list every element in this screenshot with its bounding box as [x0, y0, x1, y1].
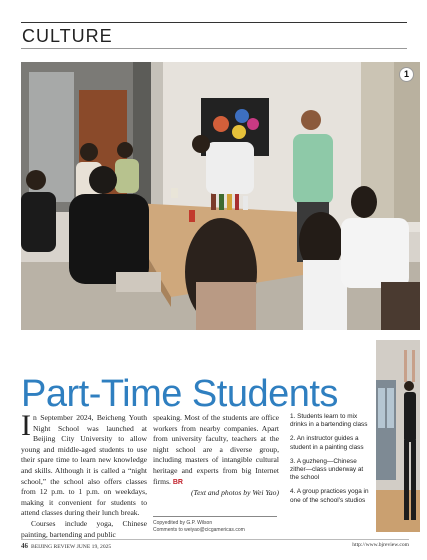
article-headline: Part-Time Students [21, 373, 338, 416]
br-end-mark: BR [172, 478, 183, 486]
photo-number-badge: 1 [399, 67, 414, 82]
section-divider [21, 48, 407, 49]
article-text-1: n September 2024, Beicheng Youth Night School was launched at Beijing City University to allow young and middle-aged students to use their spare time to learn new knowledge and skills. Although it is called a “night school,” the school also offers classes from 12 p.m. to 1 p.m. on weekdays, making it convenient for students to attend classes during their lunch break. [21, 413, 147, 518]
article-text-2: speaking. Most of the students are office workers from nearby companies. Apart from university faculty, teachers at the night school are a diverse group, including masters of intangible cultural heritage and experts from big Internet firms. [153, 413, 279, 486]
photo-captions [290, 413, 372, 511]
photo-illustration [21, 62, 420, 330]
website-url: http://www.bjreview.com [352, 542, 409, 548]
copyedit-line: Copyedited by G.P. Wilson [153, 520, 213, 526]
section-title: CULTURE [22, 26, 113, 46]
article-paragraph-1 [21, 409, 147, 519]
section-header [21, 22, 407, 47]
caption-1: 1. Students learn to mix drinks in a bartending class [290, 413, 368, 429]
caption-2: 2. An instructor guides a student in a painting class [290, 435, 364, 451]
copyedit-note [153, 516, 277, 534]
drop-cap: I [21, 409, 31, 442]
article-paragraph-2: Courses include yoga, Chinese painting, bartending and public [21, 518, 147, 539]
footer-left [21, 542, 111, 550]
caption-4: 4. A group practices yoga in one of the school’s studios [290, 488, 369, 504]
article-column-1 [21, 409, 147, 540]
page-footer [21, 539, 409, 550]
article-paragraph-3 [153, 413, 279, 488]
side-photo-yoga-class [376, 340, 420, 532]
main-photo-bartending-class [21, 62, 420, 330]
comments-email: Comments to weiyao@cicgamericas.com [153, 527, 245, 533]
caption-3: 3. A guzheng—Chinese zither—class underway at the school [290, 457, 364, 482]
yoga-photo-illustration [376, 340, 420, 532]
photo-credit: (Text and photos by Wei Yao) [191, 488, 279, 498]
article-column-2 [153, 413, 279, 506]
magazine-issue: BEIJING REVIEW JUNE 19, 2025 [31, 544, 112, 550]
page-number: 46 [21, 542, 28, 550]
